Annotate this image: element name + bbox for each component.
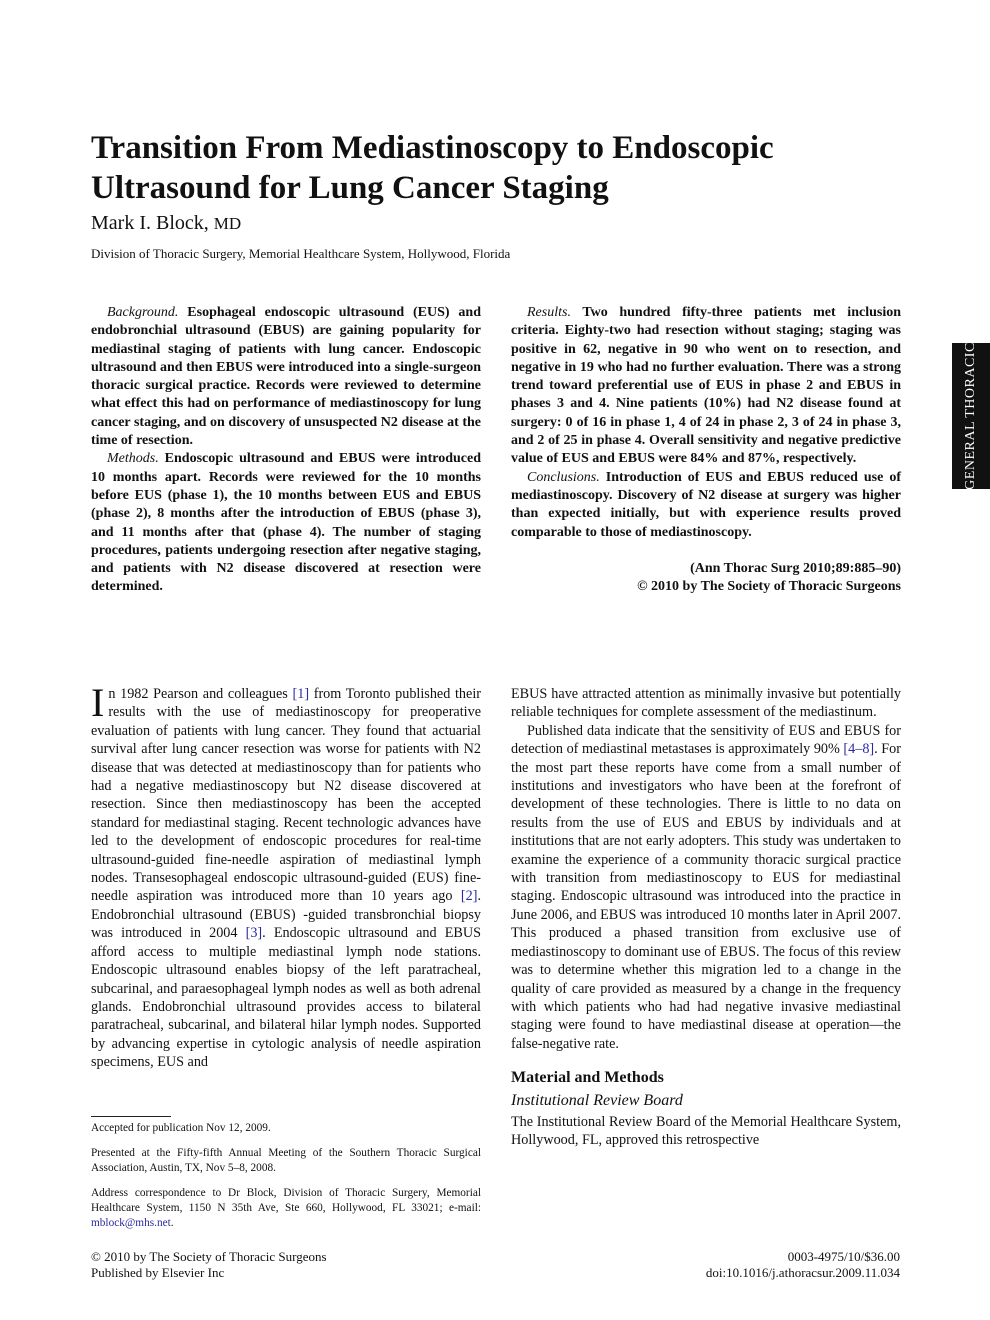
intro-continued-paragraph: EBUS have attracted attention as minimally invasive but potentially reliable techniques for complete assessment of the mediastinum. xyxy=(511,686,901,721)
author-degree: MD xyxy=(213,214,242,233)
affiliation: Division of Thoracic Surgery, Memorial Healthcare System, Hollywood, Florida xyxy=(91,246,511,261)
published-text-1: Published data indicate that the sensitivity of EUS and EBUS for detection of mediastinal metastases is approximately 90% xyxy=(511,722,901,758)
conclusions-label: Conclusions. xyxy=(527,469,600,485)
footnote-presented: Presented at the Fifty-fifth Annual Meeting of the Southern Thoracic Surgical Association, Austin, TX, Nov 5–8, 2008. xyxy=(91,1147,481,1174)
section-side-tab-label: GENERAL THORACIC xyxy=(963,342,978,490)
footer-right xyxy=(600,1249,900,1281)
methods-text: Endoscopic ultrasound and EBUS were introduced 10 months apart. Records were reviewed for the 10 months before EUS (phase 1), the 10 months between EUS and EBUS (phase 2), 8 months after the introduction of EBUS (phase 3), and 11 months after that (phase 4). The number of staging procedures, patients undergoing resection after negative staging, and patients with N2 disease discovered at resection were determined. xyxy=(91,451,481,595)
footer-left xyxy=(91,1249,327,1281)
author-name: Mark I. Block, xyxy=(91,212,209,234)
abstract-right-column xyxy=(511,304,901,596)
address-text: Address correspondence to Dr Block, Division of Thoracic Surgery, Memorial Healthcare System, 1150 N 35th Ave, Ste 660, Hollywood, FL 33021; e-mail: xyxy=(91,1187,481,1214)
author-line xyxy=(91,212,241,235)
ref-link-1[interactable]: [1] xyxy=(292,686,310,702)
article-title: Transition From Mediastinoscopy to Endoscopic Ultrasound for Lung Cancer Staging xyxy=(91,130,774,206)
section-side-tab xyxy=(952,343,990,489)
abstract-methods xyxy=(91,450,481,596)
footnote-accepted: Accepted for publication Nov 12, 2009. xyxy=(91,1122,271,1134)
conclusions-text: Introduction of EUS and EBUS reduced use of mediastinoscopy. Discovery of N2 disease at surgery was higher than expected initially, but with experience results proved comparable to those of mediastinoscopy. xyxy=(511,469,902,540)
abstract-left-column xyxy=(91,304,481,597)
footer-issn: 0003-4975/10/$36.00 xyxy=(787,1249,900,1264)
journal-citation: (Ann Thorac Surg 2010;89:885–90) xyxy=(690,560,901,576)
footnote-address xyxy=(91,1186,481,1231)
methods-label: Methods. xyxy=(107,451,159,467)
intro-text-1: n 1982 Pearson and colleagues xyxy=(108,686,293,702)
footnote-divider xyxy=(91,1116,171,1117)
abstract-results xyxy=(511,304,901,469)
intro-text-2: from Toronto published their results with the use of mediastinoscopy for preoperative evaluation of patients with lung cancer. They found that actuarial survival after lung cancer resection was worse for patients with N2 disease that was detected at mediastinoscopy than for patients who had a negative mediastinoscopy but N2 disease discovered at resection. Since then mediastinoscopy has been the accepted standard for mediastinal staging. Recent technologic advances have led to the development of endoscopic procedures for real-time ultrasound-guided fine-needle aspiration of mediastinal lymph nodes. Transesophageal endoscopic ultrasound-guided (EUS) fine-needle aspiration was introduced more than 10 years ago xyxy=(91,686,481,905)
body-left-column xyxy=(91,680,481,1072)
intro-text-4: . Endoscopic ultrasound and EBUS afford access to multiple mediastinal lymph node stations. Endoscopic ultrasound enables biopsy of the left paratracheal, subcarinal, and paraesophageal lymph nodes as well as both adrenal glands. Endobronchial ultrasound provides access to bilateral paratracheal, subcarinal, and bilateral hilar lymph nodes. Supported by advancing expertise in cytologic analysis of needle aspiration specimens, EUS and xyxy=(91,925,481,1071)
drop-cap: I xyxy=(91,680,105,725)
footer-copyright: © 2010 by The Society of Thoracic Surgeons xyxy=(91,1249,327,1264)
irb-paragraph: The Institutional Review Board of the Memorial Healthcare System, Hollywood, FL, approved this retrospective xyxy=(511,1113,901,1149)
results-label: Results. xyxy=(527,305,571,320)
published-data-paragraph xyxy=(511,722,901,1053)
email-link[interactable]: mblock@mhs.net xyxy=(91,1217,171,1229)
intro-text-3: . Endobronchial ultrasound (EBUS) -guided transbronchial biopsy was introduced in 2004 xyxy=(91,888,481,942)
background-text: Esophageal endoscopic ultrasound (EUS) and endobronchial ultrasound (EBUS) are gaining popularity for mediastinal staging of patients with lung cancer. Endoscopic ultrasound and then EBUS were introduced into a single-surgeon thoracic surgical practice. Records were reviewed to determine what effect this had on performance of mediastinoscopy for lung cancer staging, and on discovery of unsuspected N2 disease at the time of resection. xyxy=(91,305,481,449)
results-text: Two hundred fifty-three patients met inclusion criteria. Eighty-two had resection without staging; staging was positive in 62, negative in 90 who went on to resection, and negative in 19 who had no further evaluation. There was a strong trend toward preferential use of EUS in phase 2 and EBUS in phases 3 and 4. Nine patients (10%) had N2 disease found at surgery: 0 of 16 in phase 1, 4 of 24 in phase 2, 3 of 24 in phase 3, and 2 of 25 in phase 4. Overall sensitivity and negative predictive value of EUS and EBUS were 84% and 87%, respectively. xyxy=(511,305,901,467)
published-text-2: . For the most part these reports have come from a small number of institutions and investigators who have been at the forefront of development of these technologies. There is little to no data on results from the use of EUS and EBUS by individuals and at institutions that are not early adopters. This study was undertaken to examine the experience of a community thoracic surgical practice with transition from mediastinoscopy to EUS for mediastinal staging. Endoscopic ultrasound was introduced into the practice in June 2006, and EBUS was introduced 10 months later in April 2007. This produced a phased transition from exclusive use of mediastinoscopy to dominant use of EBUS. The focus of this review was to determine whether this migration led to a change in the quality of care provided as measured by a change in the frequency with which patients who had had negative invasive mediastinal staging were found to have mediastinal disease at operation—the false-negative rate. xyxy=(511,741,901,1052)
address-end: . xyxy=(170,1217,174,1229)
footer-doi: doi:10.1016/j.athoracsur.2009.11.034 xyxy=(705,1265,900,1280)
subsection-heading: Institutional Review Board xyxy=(511,1091,683,1109)
footnotes xyxy=(91,1121,481,1241)
footer-publisher: Published by Elsevier Inc xyxy=(91,1265,225,1280)
body-right-column xyxy=(511,685,901,1150)
abstract-background xyxy=(91,304,481,450)
abstract-copyright: © 2010 by The Society of Thoracic Surgeons xyxy=(637,579,901,595)
background-label: Background. xyxy=(107,305,179,320)
ref-link-3[interactable]: [3] xyxy=(245,925,263,942)
ref-link-4-8[interactable]: [4–8] xyxy=(843,741,875,758)
abstract-conclusions xyxy=(511,469,901,542)
intro-paragraph xyxy=(91,680,481,1072)
ref-link-2[interactable]: [2] xyxy=(460,888,478,905)
section-heading: Material and Methods xyxy=(511,1069,664,1087)
